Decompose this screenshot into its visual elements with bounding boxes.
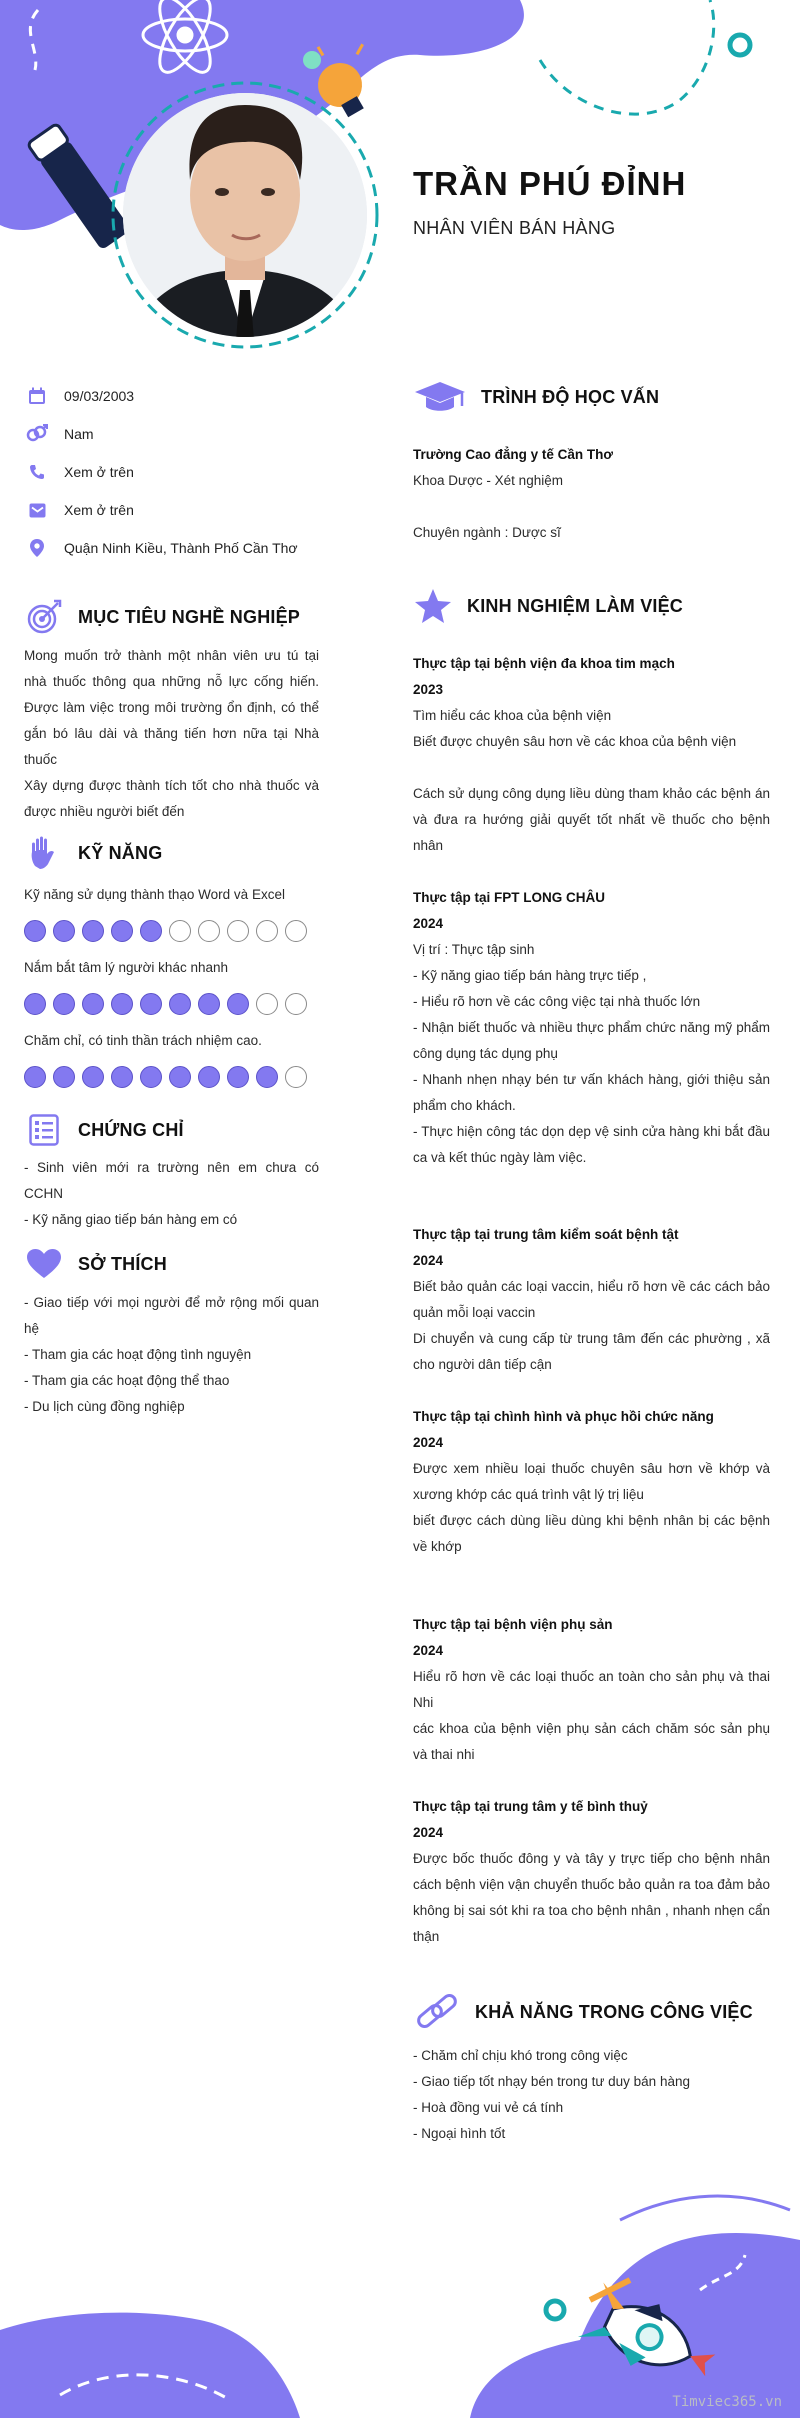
section-education-header [413,377,659,417]
experience-entry: Thực tập tại trung tâm kiểm soát bệnh tật 2024 Biết bảo quản các loại vaccin, hiểu rõ hơn về các cách bảo quản mỗi loại vaccin Di chuyển và cung cấp từ trung tâm đến các phường , xã cho người dân tiếp cận [413,1227,770,1372]
skill-dot-filled [227,993,249,1015]
graduation-cap-icon [413,377,467,417]
skill-dot-filled [169,1066,191,1088]
hand-icon [24,833,64,873]
skill-label: Kỹ năng sử dụng thành thạo Word và Excel [24,887,285,902]
skill-dot-empty [198,920,220,942]
section-objective-header [24,597,300,637]
skill-dot-filled [53,920,75,942]
education-text [413,442,770,546]
skill-dot-filled [140,993,162,1015]
skill-dot-empty [256,920,278,942]
contact-phone: Xem ở trên [26,461,134,483]
section-abilities-header [413,1992,753,2032]
experience-entry: Thực tập tại FPT LONG CHÂU 2024 Vị trí : Thực tập sinh - Kỹ năng giao tiếp bán hàng trực tiếp , - Hiểu rõ hơn về các công việc tại nhà thuốc lớn - Nhận biết thuốc và nhiều thực phẩm chức năng mỹ phẩm công dụng tác dụng phụ - Nhanh nhẹn nhạy bén tư vấn khách hàng, giới thiệu sản phẩm cho khách. - Thực hiện công tác dọn dẹp vệ sinh cửa hàng khi bắt đầu ca và kết thúc ngày làm việc. [413,890,770,1165]
skill-dot-empty [285,920,307,942]
skill-dot-filled [82,1066,104,1088]
heart-icon [24,1244,64,1284]
skill-rating [24,993,307,1015]
location-icon [26,537,48,559]
contact-gender: Nam [26,423,94,445]
section-certificates-header [24,1110,184,1150]
section-title: KHẢ NĂNG TRONG CÔNG VIỆC [475,2001,753,2022]
section-title: SỞ THÍCH [78,1253,167,1274]
section-hobbies-header [24,1244,167,1284]
skill-dot-filled [227,1066,249,1088]
skill-dot-empty [285,993,307,1015]
watermark: Timviec365.vn [672,2394,782,2410]
skill-label: Chăm chỉ, có tinh thần trách nhiệm cao. [24,1033,262,1048]
skill-label: Nắm bắt tâm lý người khác nhanh [24,960,228,975]
experience-entry: Thực tập tại bệnh viện đa khoa tim mạch 2023 Tìm hiểu các khoa của bệnh viện Biết được chuyên sâu hơn về các khoa của bệnh viện Cách sử dụng công dụng liều dùng tham khảo các bệnh án và đưa ra hướng giải quyết tốt nhất về thuốc cho bệnh nhân [413,656,770,853]
section-skills-header [24,833,162,873]
experience-entry: Thực tập tại trung tâm y tế bình thuỷ 2024 Được bốc thuốc đông y và tây y trực tiếp cho bệnh nhân cách bệnh viện vận chuyển thuốc bảo quản ra toa đảm bảo không bị sai sót khi ra toa cho bệnh nhân , nhanh nhẹn cẩn thận [413,1799,770,1944]
phone-icon [26,461,48,483]
link-icon [413,1992,461,2032]
section-experience-header [413,586,683,626]
skill-dot-filled [24,993,46,1015]
skill-dot-filled [169,993,191,1015]
checklist-icon [24,1110,64,1150]
skill-dot-filled [111,993,133,1015]
target-icon [24,597,64,637]
skill-dot-filled [111,920,133,942]
skill-dot-filled [140,1066,162,1088]
contact-birthdate: 09/03/2003 [26,385,134,407]
faculty: Khoa Dược - Xét nghiệm [413,473,563,488]
hobbies-text: - Giao tiếp với mọi người để mở rộng mối quan hệ - Tham gia các hoạt động tình nguyện - Tham gia các hoạt động thể thao - Du lịch cùng đồng nghiệp [24,1295,319,1414]
skill-dot-filled [53,1066,75,1088]
calendar-icon [26,385,48,407]
skill-dot-empty [169,920,191,942]
skill-dot-filled [256,1066,278,1088]
footer-decoration [0,2180,800,2418]
skill-dot-filled [82,993,104,1015]
email-icon [26,499,48,521]
experience-entry: Thực tập tại bệnh viện phụ sản 2024 Hiểu rõ hơn về các loại thuốc an toàn cho sản phụ và thai Nhi các khoa của bệnh viện phụ sản cách chăm sóc sản phụ và thai nhi [413,1617,770,1762]
skill-dot-empty [285,1066,307,1088]
section-title: KỸ NĂNG [78,842,163,863]
section-title: KINH NGHIỆM LÀM VIỆC [467,595,684,616]
skill-dot-filled [140,920,162,942]
section-title: TRÌNH ĐỘ HỌC VẤN [481,386,660,407]
abilities-text: - Chăm chỉ chịu khó trong công việc - Giao tiếp tốt nhạy bén trong tư duy bán hàng - Hoà đồng vui vẻ cá tính - Ngoại hình tốt [413,2048,690,2141]
skill-rating [24,1066,307,1088]
certificates-text: - Sinh viên mới ra trường nên em chưa có CCHN - Kỹ năng giao tiếp bán hàng em có [24,1160,319,1227]
star-icon [413,586,453,626]
skill-dot-filled [53,993,75,1015]
skill-rating [24,920,307,942]
skill-dot-filled [198,993,220,1015]
gender-icon [26,423,48,445]
contact-address: Quận Ninh Kiều, Thành Phố Cần Thơ [26,537,298,559]
skill-dot-filled [24,1066,46,1088]
section-title: CHỨNG CHỈ [78,1119,184,1140]
contact-email: Xem ở trên [26,499,134,521]
skill-dot-filled [82,920,104,942]
candidate-name: TRẦN PHÚ ĐỈNH [413,165,687,202]
skill-dot-filled [24,920,46,942]
skill-dot-empty [227,920,249,942]
experience-entry: Thực tập tại chình hình và phục hồi chức năng 2024 Được xem nhiều loại thuốc chuyên sâu hơn về khớp và xương khớp các quá trình vật lý trị liệu biết được cách dùng liều dùng khi bệnh nhân bị các bệnh về khớp [413,1409,770,1554]
major: Chuyên ngành : Dược sĩ [413,525,561,540]
section-title: MỤC TIÊU NGHỀ NGHIỆP [78,606,301,627]
objective-text: Mong muốn trở thành một nhân viên ưu tú tại nhà thuốc thông qua những nỗ lực cống hiến. Được làm việc trong môi trường ổn định, có thể gắn bó lâu dài và thăng tiến hơn nữa tại Nhà thuốc Xây dựng được thành tích tốt cho nhà thuốc và được nhiều người biết đến [24,648,319,819]
skill-dot-filled [111,1066,133,1088]
skill-dot-empty [256,993,278,1015]
skill-dot-filled [198,1066,220,1088]
candidate-role: NHÂN VIÊN BÁN HÀNG [413,218,616,238]
school-name: Trường Cao đẳng y tế Cần Thơ [413,447,613,462]
